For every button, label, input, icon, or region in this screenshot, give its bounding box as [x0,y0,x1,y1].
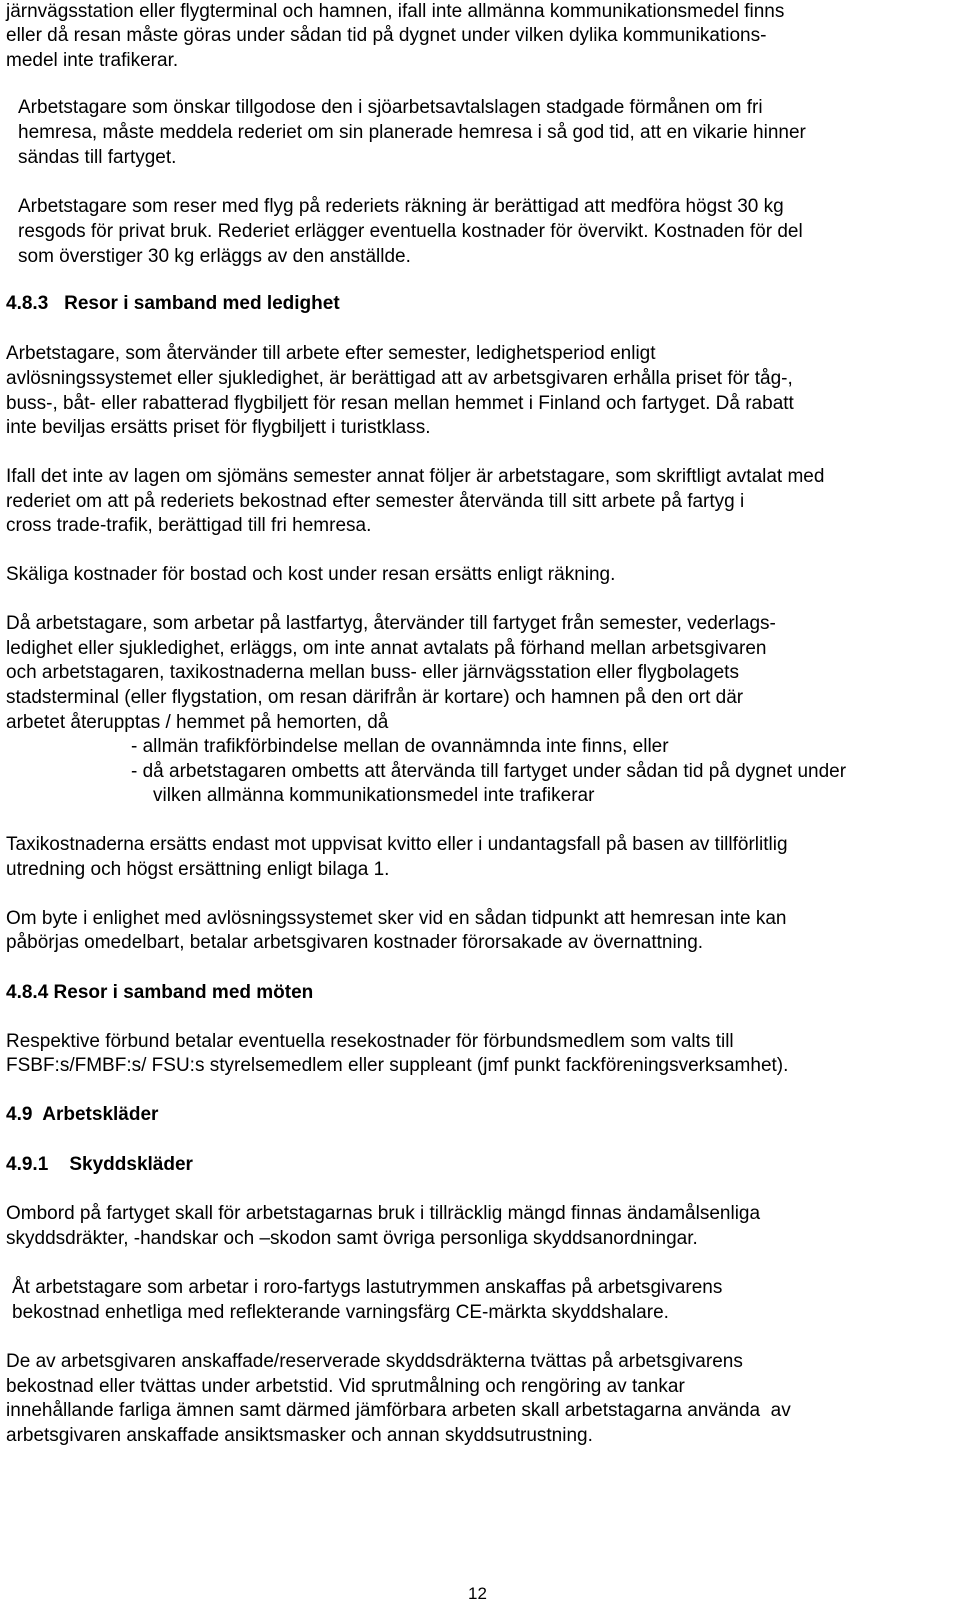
text-line: Ifall det inte av lagen om sjömäns semester annat följer är arbetstagare, som skriftligt avtalat med [6,466,825,487]
text-line: Om byte i enlighet med avlösningssystemet sker vid en sådan tidpunkt att hemresan inte kan [6,908,787,929]
list-item: - då arbetstagaren ombetts att återvända till fartyget under sådan tid på dygnet under [131,761,847,782]
text-line: Arbetstagare som reser med flyg på rederiets räkning är berättigad att medföra högst 30 kg [18,196,784,217]
text-line: rederiet om att på rederiets bekostnad efter semester återvända till sitt arbete på fartyg i [6,491,745,512]
text-line: hemresa, måste meddela rederiet om sin planerade hemresa i så god tid, att en vikarie hinner [18,122,806,143]
text-line: Arbetstagare, som återvänder till arbete efter semester, ledighetsperiod enligt [6,343,656,364]
text-line: utredning och högst ersättning enligt bilaga 1. [6,859,390,880]
text-line: arbetsgivaren anskaffade ansiktsmasker och annan skyddsutrustning. [6,1425,593,1446]
section-heading-4-9-1: 4.9.1 Skyddskläder [6,1154,193,1175]
text-line: järnvägsstation eller flygterminal och hamnen, ifall inte allmänna kommunikationsmedel finns [6,1,785,22]
paragraph-skaliga: Skäliga kostnader för bostad och kost under resan ersätts enligt räkning. [6,564,616,585]
text-line: Respektive förbund betalar eventuella resekostnader för förbundsmedlem som valts till [6,1031,734,1052]
text-line: påbörjas omedelbart, betalar arbetsgivaren kostnader förorsakade av övernattning. [6,932,704,953]
section-heading-4-9: 4.9 Arbetskläder [6,1104,159,1125]
text-line: medel inte trafikerar. [6,50,179,71]
text-line: Åt arbetstagare som arbetar i roro-fartygs lastutrymmen anskaffas på arbetsgivarens [12,1277,723,1298]
text-line: stadsterminal (eller flygstation, om resan därifrån är kortare) och hamnen på den ort där [6,687,744,708]
list-item: - allmän trafikförbindelse mellan de ovannämnda inte finns, eller [131,736,669,757]
text-line: avlösningssystemet eller sjukledighet, är berättigad att av arbetsgivaren erhålla priset för tåg-, [6,368,793,389]
page-number: 12 [468,1584,487,1603]
text-line: Taxikostnaderna ersätts endast mot uppvisat kvitto eller i undantagsfall på basen av tillförlitlig [6,834,788,855]
section-heading-4-8-3: 4.8.3 Resor i samband med ledighet [6,293,340,314]
text-line: inte beviljas ersätts priset för flygbiljett i turistklass. [6,417,431,438]
text-line: sändas till fartyget. [18,147,177,168]
text-line: Ombord på fartyget skall för arbetstagarnas bruk i tillräcklig mängd finnas ändamålsenliga [6,1203,761,1224]
text-line: De av arbetsgivaren anskaffade/reserverade skyddsdräkterna tvättas på arbetsgivarens [6,1351,743,1372]
text-line: bekostnad eller tvättas under arbetstid. Vid sprutmålning och rengöring av tankar [6,1376,685,1397]
text-line: arbetet återupptas / hemmet på hemorten, då [6,712,389,733]
text-line: Arbetstagare som önskar tillgodose den i sjöarbetsavtalslagen stadgade förmånen om fri [18,97,763,118]
text-line: eller då resan måste göras under sådan tid på dygnet under vilken dylika kommunikations- [6,25,767,46]
text-line: bekostnad enhetliga med reflekterande varningsfärg CE-märkta skyddshalare. [12,1302,669,1323]
text-line: cross trade-trafik, berättigad till fri hemresa. [6,515,372,536]
text-line: FSBF:s/FMBF:s/ FSU:s styrelsemedlem eller suppleant (jmf punkt fackföreningsverksamhet). [6,1055,789,1076]
text-line: Då arbetstagare, som arbetar på lastfartyg, återvänder till fartyget från semester, vederlags- [6,613,776,634]
section-heading-4-8-4: 4.8.4 Resor i samband med möten [6,982,314,1003]
list-item-continuation: vilken allmänna kommunikationsmedel inte trafikerar [153,785,595,806]
text-line: buss-, båt- eller rabatterad flygbiljett för resan mellan hemmet i Finland och fartyget. Då rabatt [6,393,794,414]
text-line: ledighet eller sjukledighet, erläggs, om inte annat avtalats på förhand mellan arbetsgivaren [6,638,767,659]
text-line: skyddsdräkter, -handskar och –skodon samt övriga personliga skyddsanordningar. [6,1228,698,1249]
text-line: resgods för privat bruk. Rederiet erlägger eventuella kostnader för övervikt. Kostnaden för del [18,221,803,242]
text-line: som överstiger 30 kg erläggs av den anställde. [18,246,411,267]
text-line: innehållande farliga ämnen samt därmed jämförbara arbeten skall arbetstagarna använda av [6,1400,791,1421]
text-line: och arbetstagaren, taxikostnaderna mellan buss- eller järnvägsstation eller flygbolagets [6,662,739,683]
